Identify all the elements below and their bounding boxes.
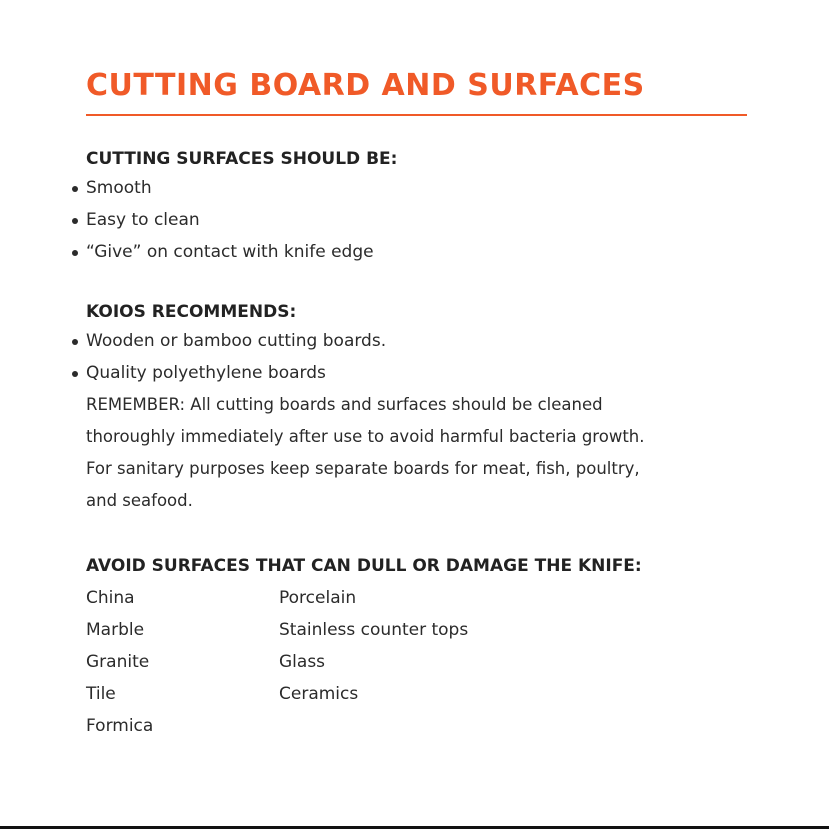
remember-line: For sanitary purposes keep separate boards for meat, fish, poultry,	[86, 459, 640, 478]
avoid-item: China	[86, 588, 135, 608]
avoid-item: Marble	[86, 620, 145, 640]
bullet-icon	[72, 250, 78, 256]
remember-line: and seafood.	[86, 491, 193, 510]
title-divider	[86, 114, 747, 116]
bullet-icon	[72, 218, 78, 224]
avoid-item: Tile	[86, 684, 116, 704]
cutting-item-easy-clean: Easy to clean	[86, 210, 200, 230]
avoid-item: Formica	[86, 716, 154, 736]
avoid-surfaces-heading: AVOID SURFACES THAT CAN DULL OR DAMAGE THE KNIFE:	[86, 556, 642, 576]
cutting-item-give: “Give” on contact with knife edge	[86, 242, 374, 262]
koios-item-polyethylene: Quality polyethylene boards	[86, 363, 326, 383]
koios-recommends-heading: KOIOS RECOMMENDS:	[86, 302, 297, 322]
bullet-icon	[72, 339, 78, 345]
avoid-item: Glass	[279, 652, 326, 672]
koios-item-wooden: Wooden or bamboo cutting boards.	[86, 331, 387, 351]
bullet-icon	[72, 371, 78, 377]
cutting-surfaces-heading: CUTTING SURFACES SHOULD BE:	[86, 149, 398, 169]
avoid-item: Stainless counter tops	[279, 620, 469, 640]
avoid-item: Granite	[86, 652, 150, 672]
bullet-icon	[72, 186, 78, 192]
avoid-item: Porcelain	[279, 588, 357, 608]
page-title: CUTTING BOARD AND SURFACES	[86, 68, 645, 103]
avoid-item: Ceramics	[279, 684, 359, 704]
cutting-item-smooth: Smooth	[86, 178, 152, 198]
remember-line: REMEMBER: All cutting boards and surfaces should be cleaned	[86, 395, 603, 414]
remember-line: thoroughly immediately after use to avoid harmful bacteria growth.	[86, 427, 645, 446]
